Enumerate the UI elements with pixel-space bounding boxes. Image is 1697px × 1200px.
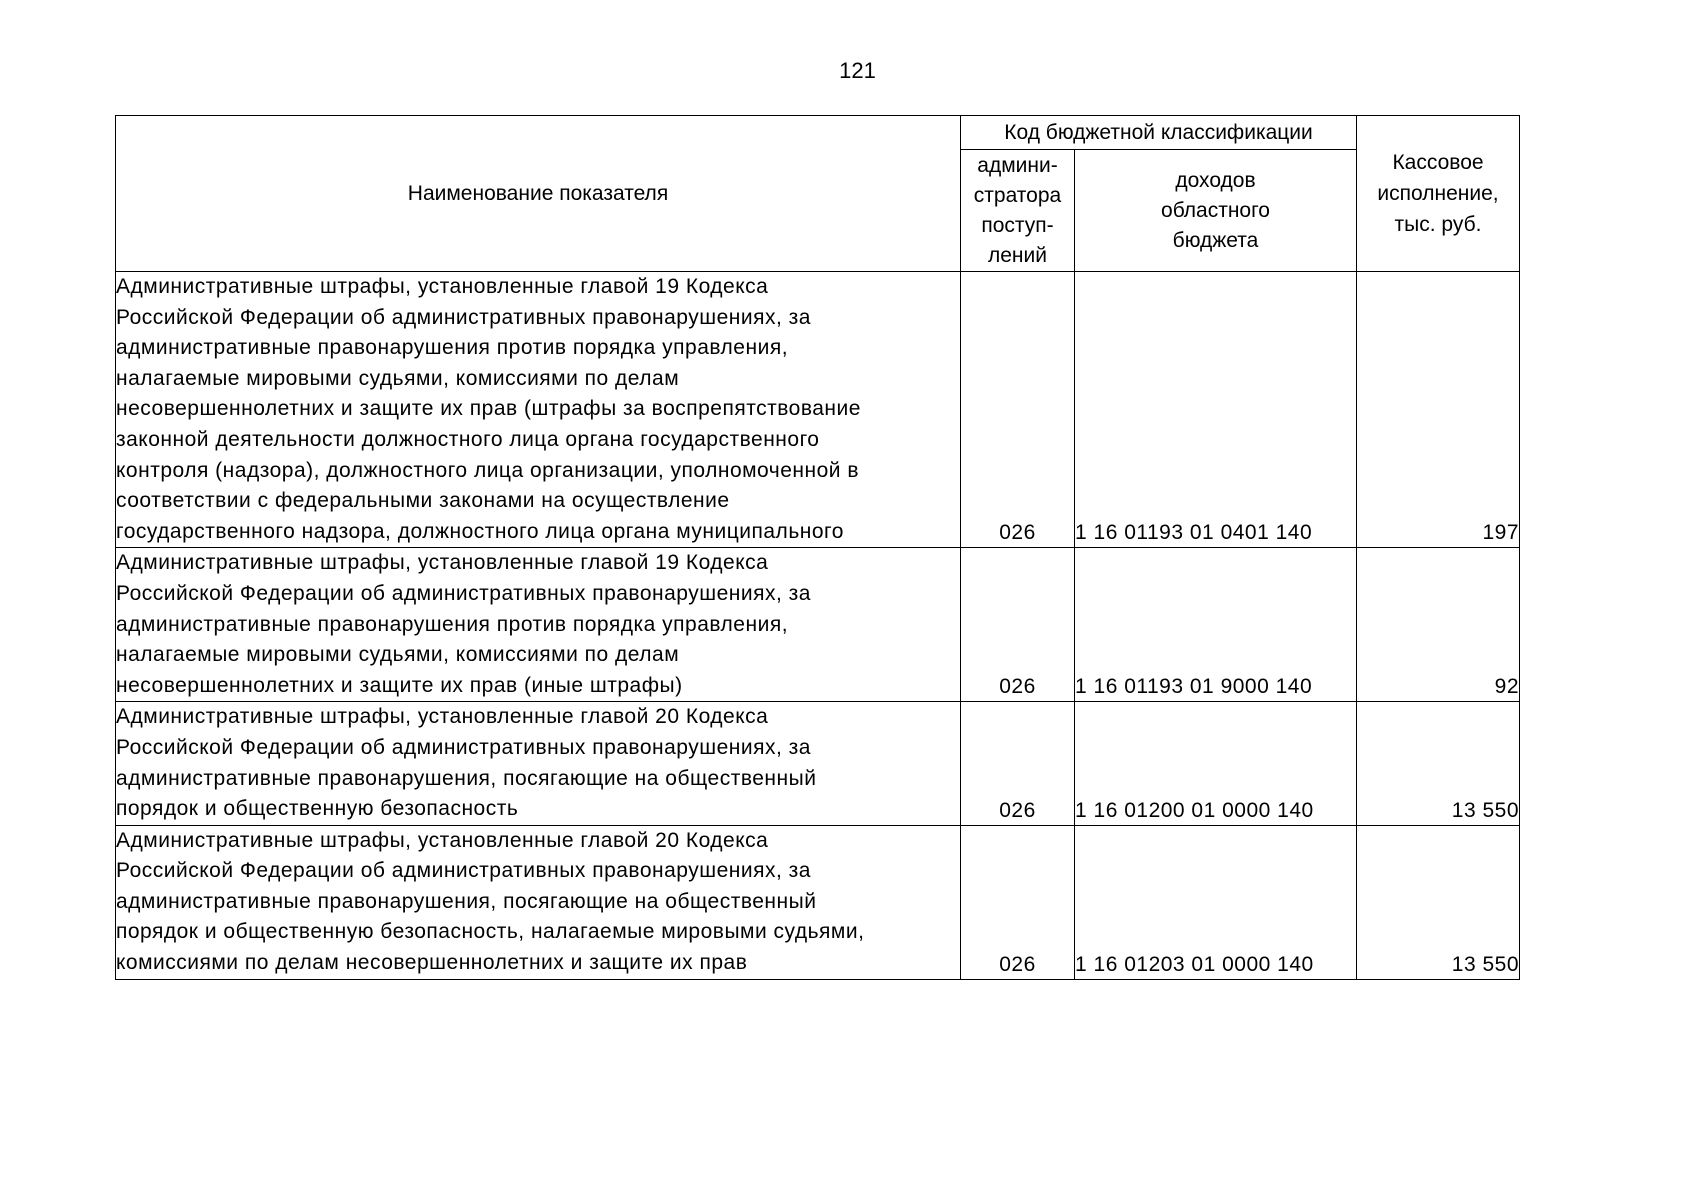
row-revenue-code: 1 16 01193 01 0401 140 (1075, 272, 1357, 548)
header-administrator: админи- стратора поступ- лений (961, 150, 1075, 272)
table-row (116, 548, 1520, 702)
row-revenue-code: 1 16 01200 01 0000 140 (1075, 702, 1357, 825)
row-administrator-code: 026 (961, 702, 1075, 825)
row-administrator-code: 026 (961, 825, 1075, 979)
row-indicator-name: Административные штрафы, установленные главой 19 Кодекса Российской Федерации об административных правонарушениях, за административные правонарушения против порядка управления, налагаемые мировыми судьями, комиссиями по делам несовершеннолетних и защите их прав (иные штрафы) (116, 548, 961, 702)
table-row (116, 272, 1520, 548)
row-indicator-name: Административные штрафы, установленные главой 19 Кодекса Российской Федерации об административных правонарушениях, за административные правонарушения против порядка управления, налагаемые мировыми судьями, комиссиями по делам несовершеннолетних и защите их прав (штрафы за воспрепятствование законной деятельности должностного лица органа государственного контроля (надзора), должностного лица организации, уполномоченной в соответствии с федеральными законами на осуществление государственного надзора, должностного лица органа муниципального (116, 272, 961, 548)
row-administrator-code: 026 (961, 272, 1075, 548)
row-amount: 13 550 (1357, 825, 1520, 979)
row-administrator-code: 026 (961, 548, 1075, 702)
row-indicator-name: Административные штрафы, установленные главой 20 Кодекса Российской Федерации об административных правонарушениях, за административные правонарушения, посягающие на общественный порядок и общественную безопасность, налагаемые мировыми судьями, комиссиями по делам несовершеннолетних и защите их прав (116, 825, 961, 979)
page-number: 121 (839, 58, 876, 83)
row-revenue-code: 1 16 01203 01 0000 140 (1075, 825, 1357, 979)
header-cash-execution: Кассовое исполнение, тыс. руб. (1357, 116, 1520, 272)
row-amount: 197 (1357, 272, 1520, 548)
row-revenue-code: 1 16 01193 01 9000 140 (1075, 548, 1357, 702)
header-classification-code: Код бюджетной классификации (961, 116, 1357, 150)
table-row (116, 702, 1520, 825)
row-amount: 13 550 (1357, 702, 1520, 825)
row-amount: 92 (1357, 548, 1520, 702)
header-revenue-code: доходов областного бюджета (1075, 150, 1357, 272)
table-row (116, 825, 1520, 979)
header-indicator-name: Наименование показателя (116, 116, 961, 272)
row-indicator-name: Административные штрафы, установленные главой 20 Кодекса Российской Федерации об административных правонарушениях, за административные правонарушения, посягающие на общественный порядок и общественную безопасность (116, 702, 961, 825)
budget-revenue-table (115, 115, 1520, 980)
